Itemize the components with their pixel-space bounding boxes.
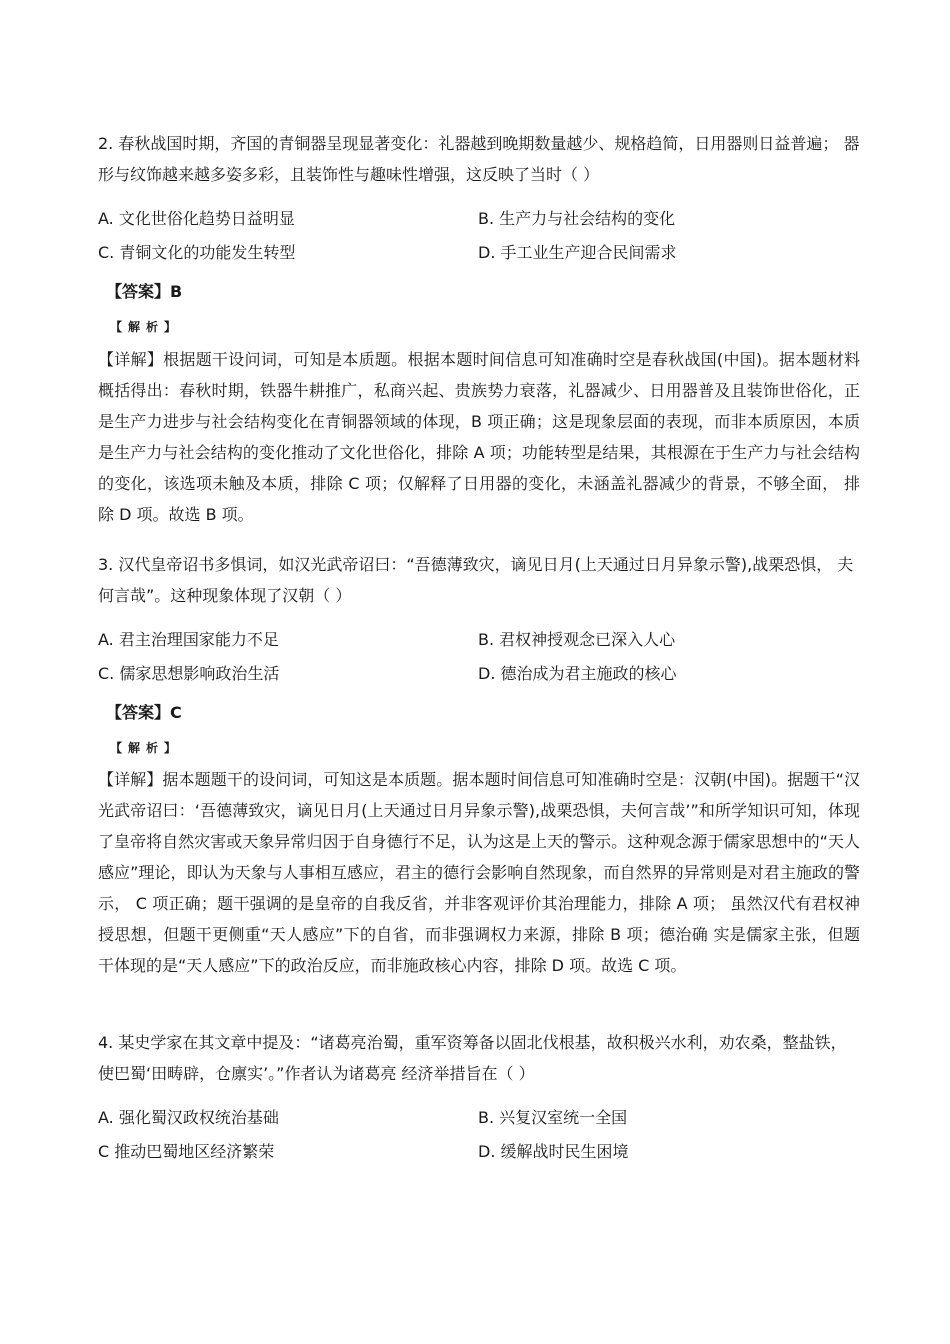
option-row (98, 1133, 860, 1167)
option-b: B. 君权神授观念已深入人心 (478, 629, 676, 649)
option-a: A. 君主治理国家能力不足 (98, 629, 279, 649)
question-2-stem: 2. 春秋战国时期，齐国的青铜器呈现显著变化：礼器越到晚期数量越少、规格趋简，日用器则日益普遍； 器形与纹饰越来越多姿多彩，且装饰性与趣味性增强，这反映了当时（ ） (98, 134, 860, 184)
option-a: A. 文化世俗化趋势日益明显 (98, 208, 295, 228)
question-4-options (98, 1099, 860, 1167)
question-4-stem: 4. 某史学家在其文章中提及：“诸葛亮治蜀，重军资筹备以固北伐根基，故积极兴水利，劝农桑，整盐铁， 使巴蜀‘田畴辟，仓廪实’。”作者认为诸葛亮 经济举措旨在（ ） (98, 1033, 847, 1083)
option-row (98, 234, 860, 268)
option-row (98, 621, 860, 655)
option-d: D. 手工业生产迎合民间需求 (478, 242, 677, 262)
option-b: B. 生产力与社会结构的变化 (478, 208, 676, 228)
question-2-options (98, 200, 860, 268)
question-3-analysis-label: 【解析】 (110, 741, 183, 755)
option-c: C. 儒家思想影响政治生活 (98, 663, 280, 683)
option-row (98, 1099, 860, 1133)
option-d: D. 缓解战时民生困境 (478, 1141, 629, 1161)
question-2-detail: 【详解】根据题干设问词，可知是本质题。根据本题时间信息可知准确时空是春秋战国(中国)。据本题材料概括得出：春秋时期，铁器牛耕推广，私商兴起、贵族势力衰落，礼器减少、日用器普及且装饰世俗化，正是生产力进步与社会结构变化在青铜器领域的体现，B 项正确；这是现象层面的表现，而非本质原因，本质是生产力与社会结构的变化推动了文化世俗化，排除 A 项；功能转型是结果，其根源在于生产力与社会结构的变化，该选项未触及本质，排除 C 项；仅解释了日用器的变化，未涵盖礼器减少的背景，不够全面， 排除 D 项。故选 B 项。 (98, 350, 860, 524)
question-3-stem: 3. 汉代皇帝诏书多惧词，如汉光武帝诏曰：“吾德薄致灾，谪见日月(上天通过日月异象示警),战栗恐惧， 夫何言哉”。这种现象体现了汉朝（ ） (98, 555, 854, 605)
question-2-analysis-label: 【解析】 (110, 320, 183, 334)
option-row (98, 655, 860, 689)
option-d: D. 德治成为君主施政的核心 (478, 663, 677, 683)
option-c: C 推动巴蜀地区经济繁荣 (98, 1141, 275, 1161)
question-2-answer: 【答案】B (106, 282, 183, 301)
option-b: B. 兴复汉室统一全国 (478, 1107, 628, 1127)
option-a: A. 强化蜀汉政权统治基础 (98, 1107, 279, 1127)
option-row (98, 200, 860, 234)
question-3-detail: 【详解】据本题题干的设问词，可知这是本质题。据本题时间信息可知准确时空是：汉朝(中国)。据题干“汉光武帝诏曰：‘吾德薄致灾，谪见日月(上天通过日月异象示警),战栗恐惧，夫何言哉’”和所学知识可知，体现了皇帝将自然灾害或天象异常归因于自身德行不足，认为这是上天的警示。这种观念源于儒家思想中的“天人感应”理论，即认为天象与人事相互感应，君主的德行会影响自然现象，而自然界的异常则是对君主施政的警示， C 项正确；题干强调的是皇帝的自我反省，并非客观评价其治理能力，排除 A 项； 虽然汉代有君权神授思想，但题干更侧重“天人感应”下的自省，而非强调权力来源，排除 B 项；德治确 实是儒家主张，但题干体现的是“天人感应”下的政治反应，而非施政核心内容，排除 D 项。故选 C 项。 (98, 770, 860, 975)
option-c: C. 青铜文化的功能发生转型 (98, 242, 296, 262)
question-3-options (98, 621, 860, 689)
question-3-answer: 【答案】C (106, 703, 182, 722)
